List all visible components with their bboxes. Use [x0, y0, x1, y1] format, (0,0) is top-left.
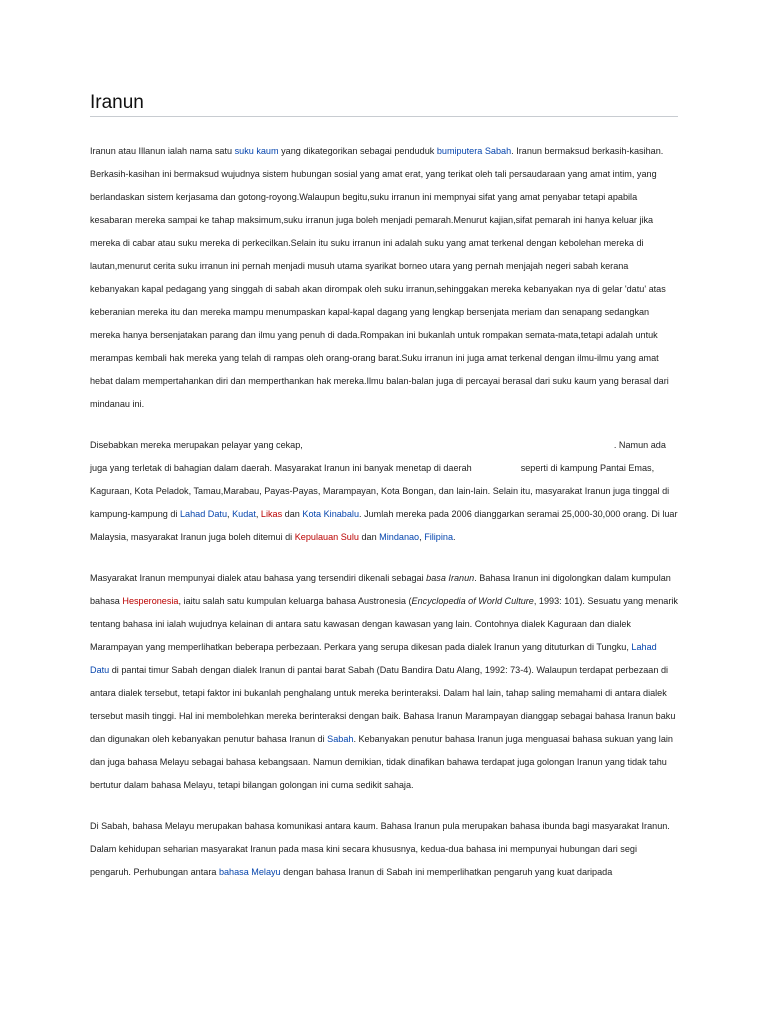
italic-citation: Encyclopedia of World Culture — [411, 596, 534, 606]
text: dan — [282, 509, 303, 519]
link-hesperonesia[interactable]: Hesperonesia — [122, 596, 179, 606]
text: . Jumlah mereka pada 2006 dianggarkan seramai 25,000-30,000 orang. Di luar Malaysia, masyarakat Iranun juga boleh ditemui di — [90, 509, 678, 542]
link-sabah[interactable]: Sabah — [327, 734, 354, 744]
text: yang dikategorikan sebagai penduduk — [278, 146, 437, 156]
text: dengan bahasa Iranun di Sabah ini memperlihatkan pengaruh yang kuat daripada — [280, 867, 613, 877]
text: . Bahasa Iranun ini digolongkan dalam kumpulan bahasa — [90, 573, 671, 606]
text: Di Sabah, bahasa Melayu merupakan bahasa komunikasi antara kaum. Bahasa Iranun pula merupakan bahasa ibunda bagi masyarakat Iranun. Dalam kehidupan seharian masyarakat Iranun pada masa kini secara khususnya, kedua-dua bahasa ini mempunyai hubungan dari segi pengaruh. Perhubungan antara — [90, 821, 670, 877]
link-mindanao[interactable]: Mindanao — [379, 532, 420, 542]
text: , — [419, 532, 425, 542]
text: Iranun atau Illanun ialah nama satu — [90, 146, 235, 156]
text: , — [227, 509, 233, 519]
paragraph-settlement — [90, 434, 678, 549]
paragraph-intro — [90, 140, 678, 416]
text: di pantai timur Sabah dengan dialek Iranun di pantai barat Sabah (Datu Bandira Datu Alang, 1992: 73-4). Walaupun terdapat perbezaan di antara dialek tersebut, tetapi faktor ini bukanlah penghalang untuk mereka berinteraksi. Dalam hal lain, tahap saling memahami di antara dialek tersebut masih tinggi. Hal ini membolehkan mereka berinteraksi dengan baik. Bahasa Iranun Marampayan dianggap sebagai bahasa Iranun baku dan digunakan oleh kebanyakan penutur bahasa Iranun di — [90, 665, 676, 744]
link-likas[interactable]: Likas — [260, 509, 283, 519]
text: . Kebanyakan penutur bahasa Iranun juga menguasai bahasa sukuan yang lain dan juga bahasa Melayu sebagai bahasa kebangsaan. Namun demikian, tidak dinafikan bahawa terdapat juga golongan Iranun yang tidak tahu bertutur dalam bahasa Melayu, tetapi bilangan golongan ini cuma sedikit sahaja. — [90, 734, 673, 790]
text: . — [453, 532, 456, 542]
link-lahad-datu[interactable]: Lahad Datu — [179, 509, 228, 519]
link-filipina[interactable]: Filipina — [424, 532, 453, 542]
page-title: Iranun — [90, 92, 678, 117]
link-kudat[interactable]: Kudat — [232, 509, 256, 519]
text: dan — [358, 532, 380, 542]
text: , — [255, 509, 261, 519]
paragraph-language — [90, 567, 678, 797]
link-bumiputera-sabah[interactable]: bumiputera Sabah — [436, 146, 512, 156]
link-suku-kaum[interactable]: suku kaum — [234, 146, 279, 156]
text: Disebabkan mereka merupakan pelayar yang cekap, — [90, 440, 303, 450]
link-bahasa-melayu[interactable]: bahasa Melayu — [218, 867, 281, 877]
text: . Namun ada juga yang terletak di bahagian dalam daerah. Masyarakat Iranun ini banyak menetap di daerah — [90, 440, 666, 473]
text: Masyarakat Iranun mempunyai dialek atau bahasa yang tersendiri dikenali sebagai — [90, 573, 427, 583]
link-lahad-datu-2[interactable]: Lahad Datu — [90, 642, 657, 675]
link-kepulauan-sulu[interactable]: Kepulauan Sulu — [294, 532, 359, 542]
link-kota-kinabalu[interactable]: Kota Kinabalu — [302, 509, 360, 519]
text: , iaitu salah satu kumpulan keluarga bahasa Austronesia ( — [178, 596, 412, 606]
article — [90, 92, 678, 884]
paragraph-malay — [90, 815, 678, 884]
italic-term: basa Iranun — [426, 573, 475, 583]
text: seperti di kampung Pantai Emas, Kaguraan, Kota Peladok, Tamau,Marabau, Payas-Payas, Marampayan, Kota Bongan, dan lain-lain. Selain itu, masyarakat Iranun juga tinggal di kampung-kampung di — [90, 463, 670, 519]
text: , 1993: 101). Sesuatu yang menarik tentang bahasa ini ialah wujudnya kelainan di antara satu kawasan dengan kawasan yang lain. Contohnya dialek Kaguraan dan dialek Marampayan yang memperlihatkan beberapa perbezaan. Perkara yang serupa dikesan pada dialek Iranun yang dituturkan di Tungku, — [90, 596, 678, 652]
text: . Iranun bermaksud berkasih-kasihan. Berkasih-kasihan ini bermaksud wujudnya sistem hubungan sosial yang amat erat, yang terikat oleh tali persaudaraan yang amat intim, yang berlandaskan sistem kerjasama dan gotong-royong.Walaupun begitu,suku irranun ini mempnyai sifat yang amat penyabar tetapi apabila kesabaran mereka sampai ke tahap maksimum,suku irranun juga boleh menjadi pemarah.Menurut kajian,sifat pemarah ini hanya keluar jika mereka di cabar atau suku mereka di perkecilkan.Selain itu suku irranun ini adalah suku yang amat terkenal dengan kebolehan mereka di lautan,menurut cerita suku irranun ini pernah menjadi musuh utama syarikat borneo utara yang pernah menjajah negeri sabah kerana kebanyakan kapal pedagang yang singgah di sabah akan dirompak oleh suku irranun,sehinggakan mereka kebanyakan nya di gelar 'datu' atas keberanian mereka itu dan mereka mampu menumpaskan kapal-kapal dagang yang lengkap bersenjata meriam dan senapang sedangkan mereka hanya bersenjatakan parang dan ilmu yang penuh di dada.Rompakan ini bukanlah untuk rompakan semata-mata,tetapi adalah untuk merampas kembali hak mereka yang telah di rampas oleh orang-orang barat.Suku irranun ini juga amat terkenal dengan ilmu-ilmu yang amat hebat dalam mempertahankan diri dan memperthankan hak mereka.Ilmu balan-balan juga di percayai berasal dari suku kaum yang berasal dari mindanau ini. — [90, 146, 669, 409]
